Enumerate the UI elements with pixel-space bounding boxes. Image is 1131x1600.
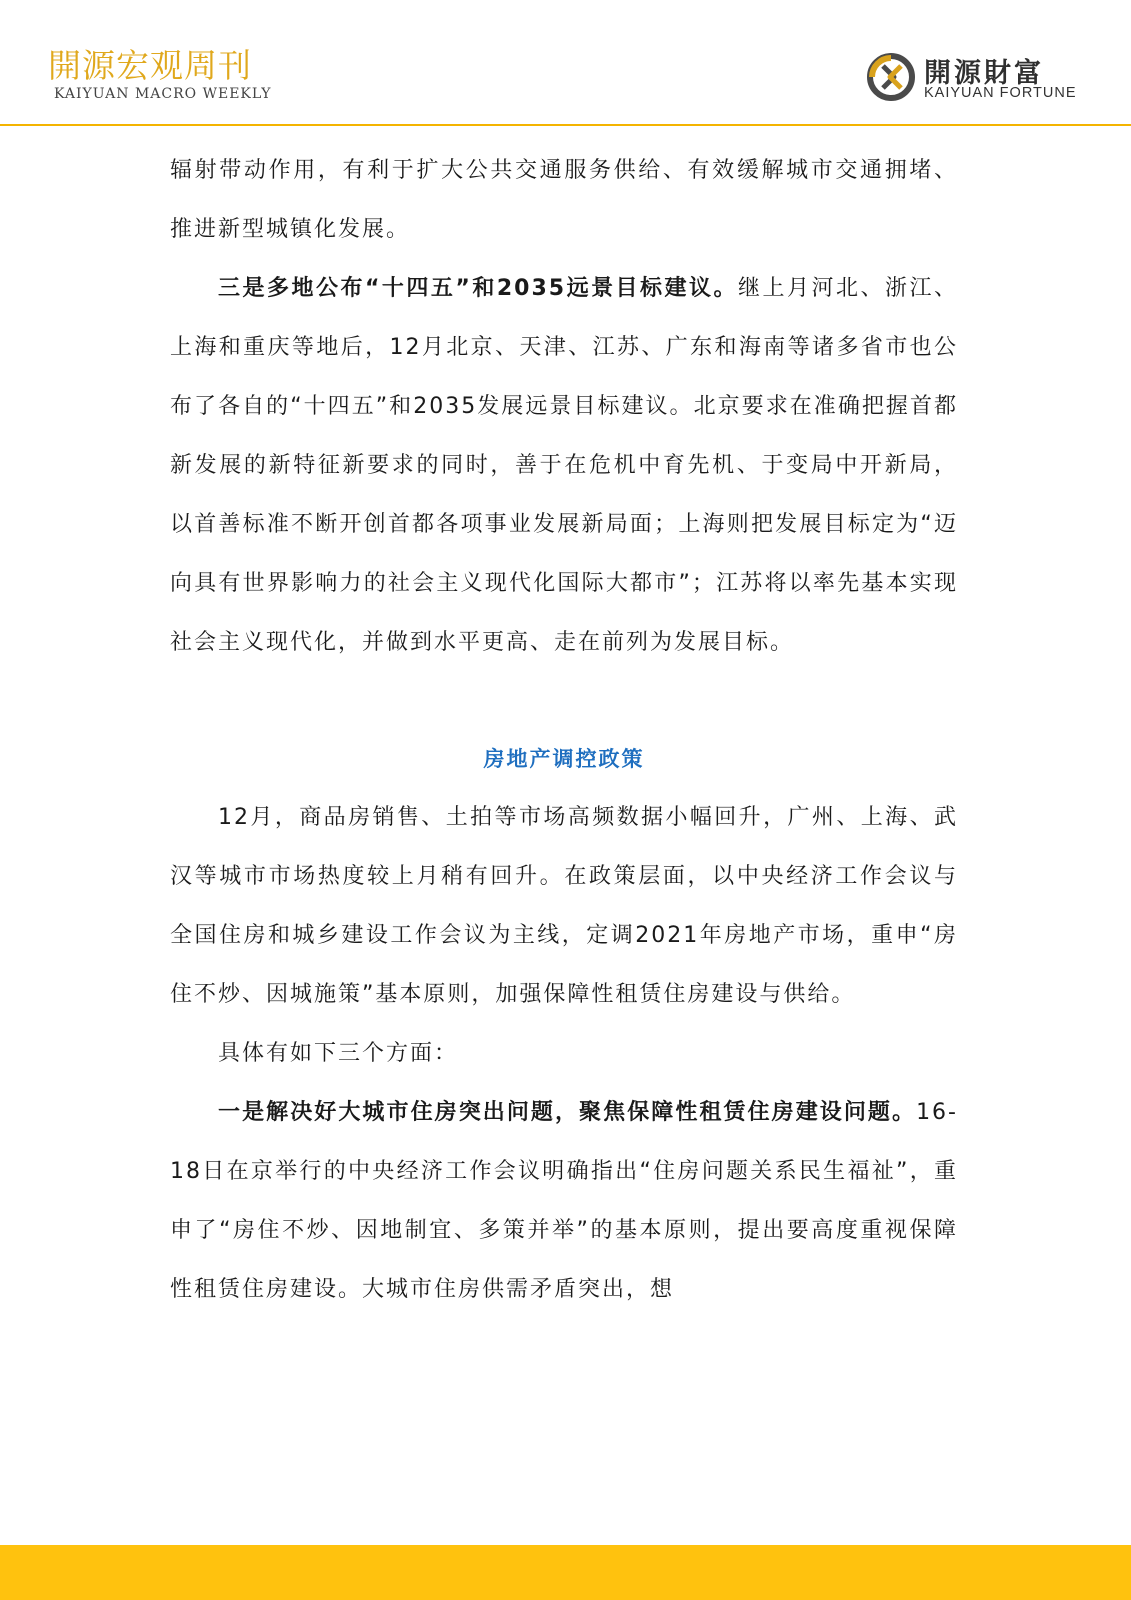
section-heading-real-estate: 房地产调控政策 — [483, 747, 645, 771]
logo-wordmark-cn: 開源財富 — [924, 58, 1044, 89]
header-divider — [0, 124, 1131, 126]
logo-wordmark-en: KAIYUAN FORTUNE — [924, 85, 1077, 101]
paragraph-lead-bold: 一是解决好大城市住房突出问题，聚焦保障性租赁住房建设问题。 — [218, 1100, 917, 1125]
paragraph-real-estate-overview: 12月，商品房销售、土拍等市场高频数据小幅回升，广州、上海、武汉等城市市场热度较上月稍有回升。在政策层面，以中央经济工作会议与全国住房和城乡建设工作会议为主线，定调2021年房地产市场，重申“房住不炒、因城施策”基本原则，加强保障性租赁住房建设与供给。 — [170, 805, 958, 1007]
paragraph-text: 16-18日在京举行的中央经济工作会议明确指出“住房问题关系民生福祉”，重申了“房住不炒、因地制宜、多策并举”的基本原则，提出要高度重视保障性租赁住房建设。大城市住房供需矛盾突出，想 — [170, 1100, 958, 1302]
brand-subtitle: KAIYUAN MACRO WEEKLY — [54, 86, 272, 102]
kaiyuan-k-logo-icon — [866, 52, 916, 102]
page-header — [0, 0, 1131, 128]
paragraph-continuation: 辐射带动作用，有利于扩大公共交通服务供给、有效缓解城市交通拥堵、推进新型城镇化发展。 — [170, 158, 958, 242]
brand-title: 開源宏观周刊 — [48, 46, 252, 85]
paragraph-text: 继上月河北、浙江、上海和重庆等地后，12月北京、天津、江苏、广东和海南等诸多省市也公布了各自的“十四五”和2035发展远景目标建议。北京要求在准确把握首都新发展的新特征新要求的同时，善于在危机中育先机、于变局中开新局，以首善标准不断开创首都各项事业发展新局面；上海则把发展目标定为“迈向具有世界影响力的社会主义现代化国际大都市”；江苏将以率先基本实现社会主义现代化，并做到水平更高、走在前列为发展目标。 — [170, 276, 958, 655]
paragraph-regional-plans — [170, 259, 958, 672]
paragraph-lead-bold: 三是多地公布“十四五”和2035远景目标建议。 — [218, 276, 739, 301]
paragraph-three-aspects: 具体有如下三个方面： — [218, 1041, 459, 1066]
paragraph-big-city-housing — [170, 1083, 958, 1319]
footer-band — [0, 1545, 1131, 1600]
kaiyuan-fortune-logo — [866, 50, 1086, 106]
article-body — [170, 141, 958, 1319]
